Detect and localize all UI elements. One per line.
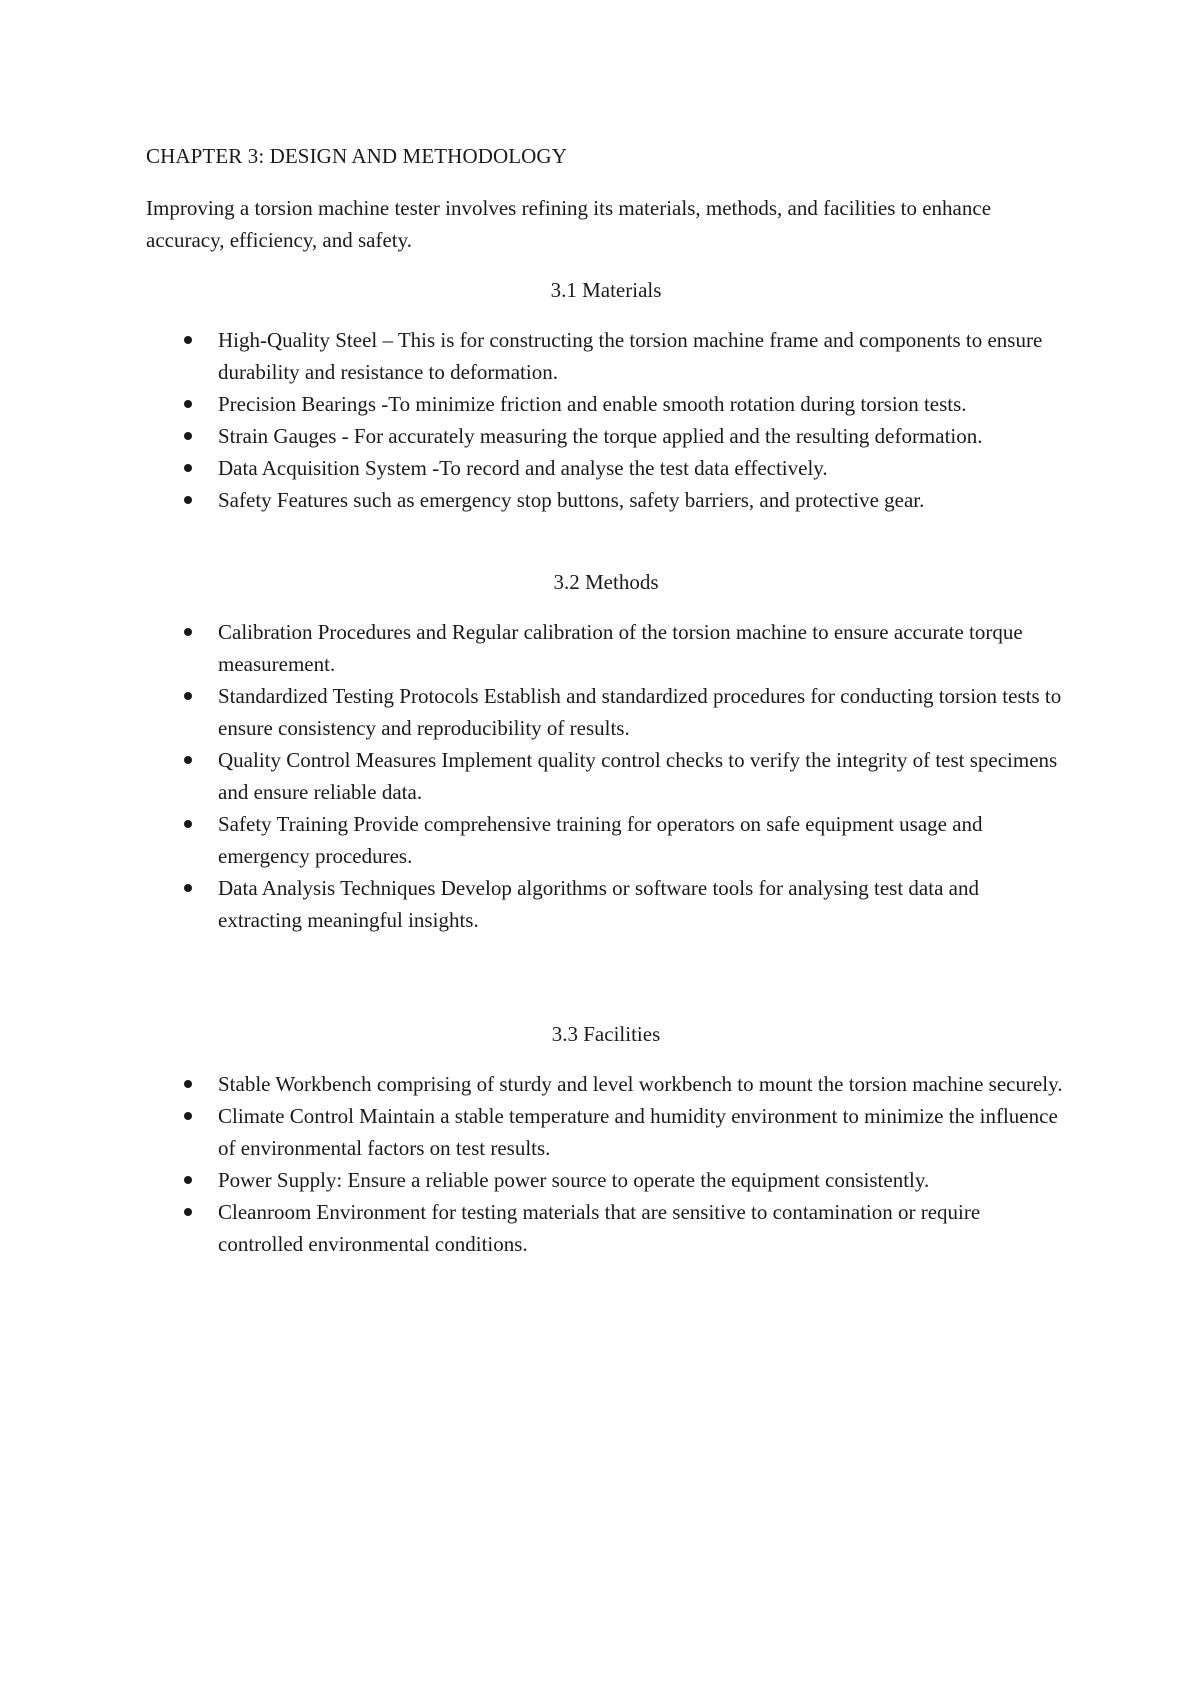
list-item-text: Climate Control Maintain a stable temperature and humidity environment to minimize the influence of environmental factors on test results. [218, 1104, 1058, 1160]
list-item-text: Standardized Testing Protocols Establish and standardized procedures for conducting torsion tests to ensure consistency and reproducibility of results. [218, 684, 1062, 740]
list-item [146, 420, 1066, 452]
list-item-text: Calibration Procedures and Regular calibration of the torsion machine to ensure accurate torque measurement. [218, 620, 1023, 676]
bullet-icon [184, 496, 192, 504]
list-item [146, 808, 1066, 872]
list-item-text: Safety Training Provide comprehensive training for operators on safe equipment usage and emergency procedures. [218, 812, 983, 868]
list-item [146, 872, 1066, 936]
bullet-icon [184, 432, 192, 440]
bullet-icon [184, 756, 192, 764]
list-item-text: Safety Features such as emergency stop buttons, safety barriers, and protective gear. [218, 488, 925, 512]
bullet-icon [184, 1112, 192, 1120]
list-item [146, 484, 1066, 516]
spacer [146, 936, 1066, 1018]
list-item [146, 680, 1066, 744]
facilities-list [146, 1068, 1066, 1260]
bullet-icon [184, 692, 192, 700]
bullet-icon [184, 1208, 192, 1216]
list-item [146, 616, 1066, 680]
section-methods [146, 566, 1066, 936]
list-item-text: Quality Control Measures Implement quality control checks to verify the integrity of test specimens and ensure reliable data. [218, 748, 1058, 804]
intro-paragraph: Improving a torsion machine tester involves refining its materials, methods, and facilities to enhance accuracy, efficiency, and safety. [146, 196, 992, 252]
list-item-text: Data Analysis Techniques Develop algorithms or software tools for analysing test data and extracting meaningful insights. [218, 876, 979, 932]
list-item [146, 1164, 1066, 1196]
document-page [146, 140, 1066, 1260]
bullet-icon [184, 1080, 192, 1088]
list-item-text: Stable Workbench comprising of sturdy and level workbench to mount the torsion machine securely. [218, 1072, 1063, 1096]
list-item-text: Cleanroom Environment for testing materials that are sensitive to contamination or require controlled environmental conditions. [218, 1200, 981, 1256]
section-facilities [146, 1018, 1066, 1260]
list-item-text: High-Quality Steel – This is for constructing the torsion machine frame and components to ensure durability and resistance to deformation. [218, 328, 1043, 384]
chapter-title: CHAPTER 3: DESIGN AND METHODOLOGY [146, 144, 567, 168]
bullet-icon [184, 884, 192, 892]
bullet-icon [184, 464, 192, 472]
methods-list [146, 616, 1066, 936]
bullet-icon [184, 400, 192, 408]
list-item-text: Data Acquisition System -To record and analyse the test data effectively. [218, 456, 828, 480]
spacer [146, 516, 1066, 566]
list-item [146, 1100, 1066, 1164]
list-item-text: Precision Bearings -To minimize friction and enable smooth rotation during torsion tests. [218, 392, 967, 416]
bullet-icon [184, 628, 192, 636]
section-heading-materials: 3.1 Materials [550, 278, 662, 302]
bullet-icon [184, 336, 192, 344]
materials-list [146, 324, 1066, 516]
section-heading-methods: 3.2 Methods [553, 570, 659, 594]
bullet-icon [184, 820, 192, 828]
list-item [146, 452, 1066, 484]
list-item [146, 1068, 1066, 1100]
list-item [146, 324, 1066, 388]
section-heading-facilities: 3.3 Facilities [551, 1022, 661, 1046]
list-item [146, 1196, 1066, 1260]
list-item [146, 388, 1066, 420]
list-item-text: Power Supply: Ensure a reliable power source to operate the equipment consistently. [218, 1168, 930, 1192]
list-item-text: Strain Gauges - For accurately measuring the torque applied and the resulting deformation. [218, 424, 983, 448]
section-materials [146, 274, 1066, 516]
bullet-icon [184, 1176, 192, 1184]
list-item [146, 744, 1066, 808]
